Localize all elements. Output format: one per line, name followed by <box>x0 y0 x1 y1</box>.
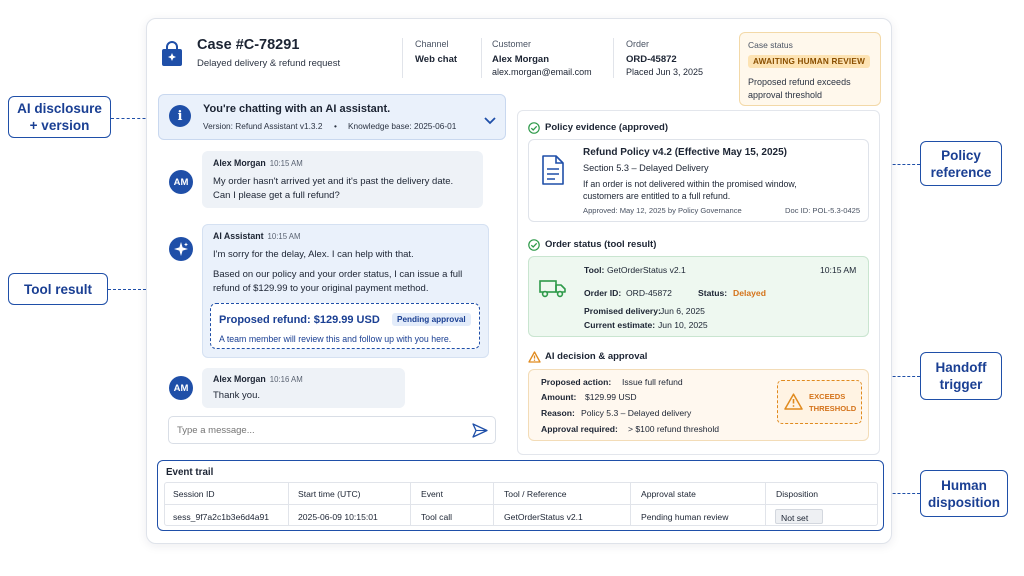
tool-reference-cell[interactable]: GetOrderStatus v2.1 <box>504 512 583 522</box>
warning-icon <box>528 350 541 368</box>
message-text-line: Based on our policy and your order status, I can issue a full <box>213 269 463 280</box>
callout-human-disposition-label: Human disposition <box>928 477 1000 510</box>
approval-state-cell: Pending human review <box>641 512 729 522</box>
proposed-refund-note: A team member will review this and follow up with you here. <box>219 334 452 344</box>
check-circle-icon <box>528 121 540 139</box>
sender-name: AI Assistant <box>213 231 264 241</box>
amount-value: $129.99 USD <box>585 392 637 402</box>
reason-label: Reason: <box>541 408 575 418</box>
policy-body-line: If an order is not delivered within the promised window, <box>583 179 797 189</box>
callout-handoff-trigger-label: Handoff trigger <box>935 360 987 392</box>
promised-delivery-value: Jun 6, 2025 <box>660 306 705 316</box>
message-time: 10:15 AM <box>267 232 301 241</box>
policy-section: Section 5.3 – Delayed Delivery <box>583 163 709 173</box>
order-label: Order <box>626 39 650 49</box>
promised-delivery-label: Promised delivery: <box>584 306 661 316</box>
approval-required-label: Approval required: <box>541 424 618 434</box>
customer-email[interactable]: alex.morgan@email.com <box>492 67 592 77</box>
case-title: Case #C-78291 <box>197 37 300 53</box>
column-divider <box>765 483 766 525</box>
proposed-refund-amount: Proposed refund: $129.99 USD <box>219 314 380 326</box>
table-divider <box>165 504 877 505</box>
send-icon[interactable] <box>472 423 488 443</box>
divider <box>481 38 482 78</box>
avatar: AM <box>169 170 193 194</box>
status-label: Status: <box>698 288 728 298</box>
tool-label: Tool: <box>584 265 605 275</box>
amount-label: Amount: <box>541 392 577 402</box>
reason-value: Policy 5.3 – Delayed delivery <box>581 408 692 418</box>
callout-handoff-trigger <box>920 352 1002 400</box>
message-text-line: Thank you. <box>213 390 260 401</box>
ai-sparkle-avatar <box>169 237 193 261</box>
disclosure-title: You're chatting with an AI assistant. <box>203 103 391 115</box>
policy-section-title: Policy evidence (approved) <box>545 122 669 133</box>
case-subtitle: Delayed delivery & refund request <box>197 58 341 69</box>
order-id-label: Order ID: <box>584 288 622 298</box>
message-time: 10:16 AM <box>269 375 303 384</box>
callout-ai-disclosure <box>8 96 111 138</box>
disclosure-separator: • <box>334 121 337 131</box>
sender-name: Alex Morgan <box>213 158 266 168</box>
message-sender <box>213 231 300 241</box>
current-estimate-value: Jun 10, 2025 <box>658 320 708 330</box>
info-icon: i <box>169 105 191 127</box>
callout-ai-disclosure-label: AI disclosure + version <box>17 101 102 133</box>
callout-tool-result-label: Tool result <box>23 281 92 297</box>
callout-human-disposition <box>920 470 1008 517</box>
chevron-down-icon[interactable] <box>484 112 496 130</box>
order-placed: Placed Jun 3, 2025 <box>626 67 704 77</box>
status-value: Delayed <box>733 288 766 298</box>
callout-policy-reference-label: Policy reference <box>930 147 992 180</box>
disclosure-version: Version: Refund Assistant v1.3.2 <box>203 121 323 131</box>
column-divider <box>630 483 631 525</box>
ai-disclosure-banner[interactable] <box>158 94 506 140</box>
policy-doc-title: Refund Policy v4.2 (Effective May 15, 2025) <box>583 147 787 158</box>
status-badge: AWAITING HUMAN REVIEW <box>748 55 870 68</box>
message-sender <box>213 158 303 168</box>
column-divider <box>288 483 289 525</box>
column-header: Session ID <box>173 489 215 499</box>
pending-approval-badge: Pending approval <box>392 313 471 326</box>
case-status-note: Proposed refund exceeds approval threshold <box>748 77 851 100</box>
channel-label: Channel <box>415 39 449 49</box>
message-sender <box>213 374 303 384</box>
message-text-line: I'm sorry for the delay, Alex. I can help with that. <box>213 249 414 260</box>
warning-icon <box>784 393 803 415</box>
message-text-line: refund of $129.99 to your original payment method. <box>213 283 429 294</box>
start-time-cell: 2025-06-09 10:15:01 <box>298 512 378 522</box>
policy-doc-id: Doc ID: POL-5.3-0425 <box>785 206 861 215</box>
avatar: AM <box>169 376 193 400</box>
current-estimate-label: Current estimate: <box>584 320 656 330</box>
document-icon <box>541 155 565 190</box>
check-circle-icon <box>528 238 540 256</box>
message-input[interactable] <box>168 416 496 444</box>
exceeds-label: EXCEEDS <box>809 392 846 401</box>
sender-name: Alex Morgan <box>213 374 266 384</box>
column-header: Start time (UTC) <box>298 489 361 499</box>
order-status-section-title: Order status (tool result) <box>545 239 657 250</box>
message-time: 10:15 AM <box>269 159 303 168</box>
policy-body-line: customers are entitled to a full refund. <box>583 191 731 201</box>
column-header: Disposition <box>776 489 819 499</box>
proposed-action-label: Proposed action: <box>541 377 612 387</box>
truck-icon <box>539 278 567 303</box>
session-id-cell[interactable]: sess_9f7a2c1b3e6d4a91 <box>173 512 270 522</box>
decision-section-title: AI decision & approval <box>545 351 648 362</box>
shopping-bag-icon <box>158 40 186 68</box>
policy-approved: Approved: May 12, 2025 by Policy Governance <box>583 206 742 215</box>
threshold-label: THRESHOLD <box>809 404 857 413</box>
disposition-select[interactable]: Not set <box>775 509 823 524</box>
approval-required-value: > $100 refund threshold <box>628 424 720 434</box>
column-header: Tool / Reference <box>504 489 567 499</box>
case-status-label: Case status <box>748 40 793 50</box>
event-trail-title: Event trail <box>166 467 214 478</box>
customer-name: Alex Morgan <box>492 54 550 65</box>
event-cell: Tool call <box>421 512 453 522</box>
column-divider <box>493 483 494 525</box>
message-text-line: Can I please get a full refund? <box>213 190 340 201</box>
channel-value: Web chat <box>415 54 458 65</box>
column-header: Event <box>421 489 443 499</box>
message-text-line: My order hasn't arrived yet and it's past the delivery date. <box>213 176 454 187</box>
callout-policy-reference <box>920 141 1002 186</box>
divider <box>402 38 403 78</box>
proposed-action-value: Issue full refund <box>622 377 683 387</box>
order-id[interactable]: ORD-45872 <box>626 54 677 65</box>
disclosure-kb: Knowledge base: 2025-06-01 <box>348 121 457 131</box>
order-id-value: ORD-45872 <box>626 288 672 298</box>
column-divider <box>410 483 411 525</box>
callout-tool-result <box>8 273 108 305</box>
tool-value: GetOrderStatus v2.1 <box>607 265 686 275</box>
tool-time: 10:15 AM <box>820 265 857 275</box>
customer-label: Customer <box>492 39 532 49</box>
column-header: Approval state <box>641 489 696 499</box>
divider <box>613 38 614 78</box>
